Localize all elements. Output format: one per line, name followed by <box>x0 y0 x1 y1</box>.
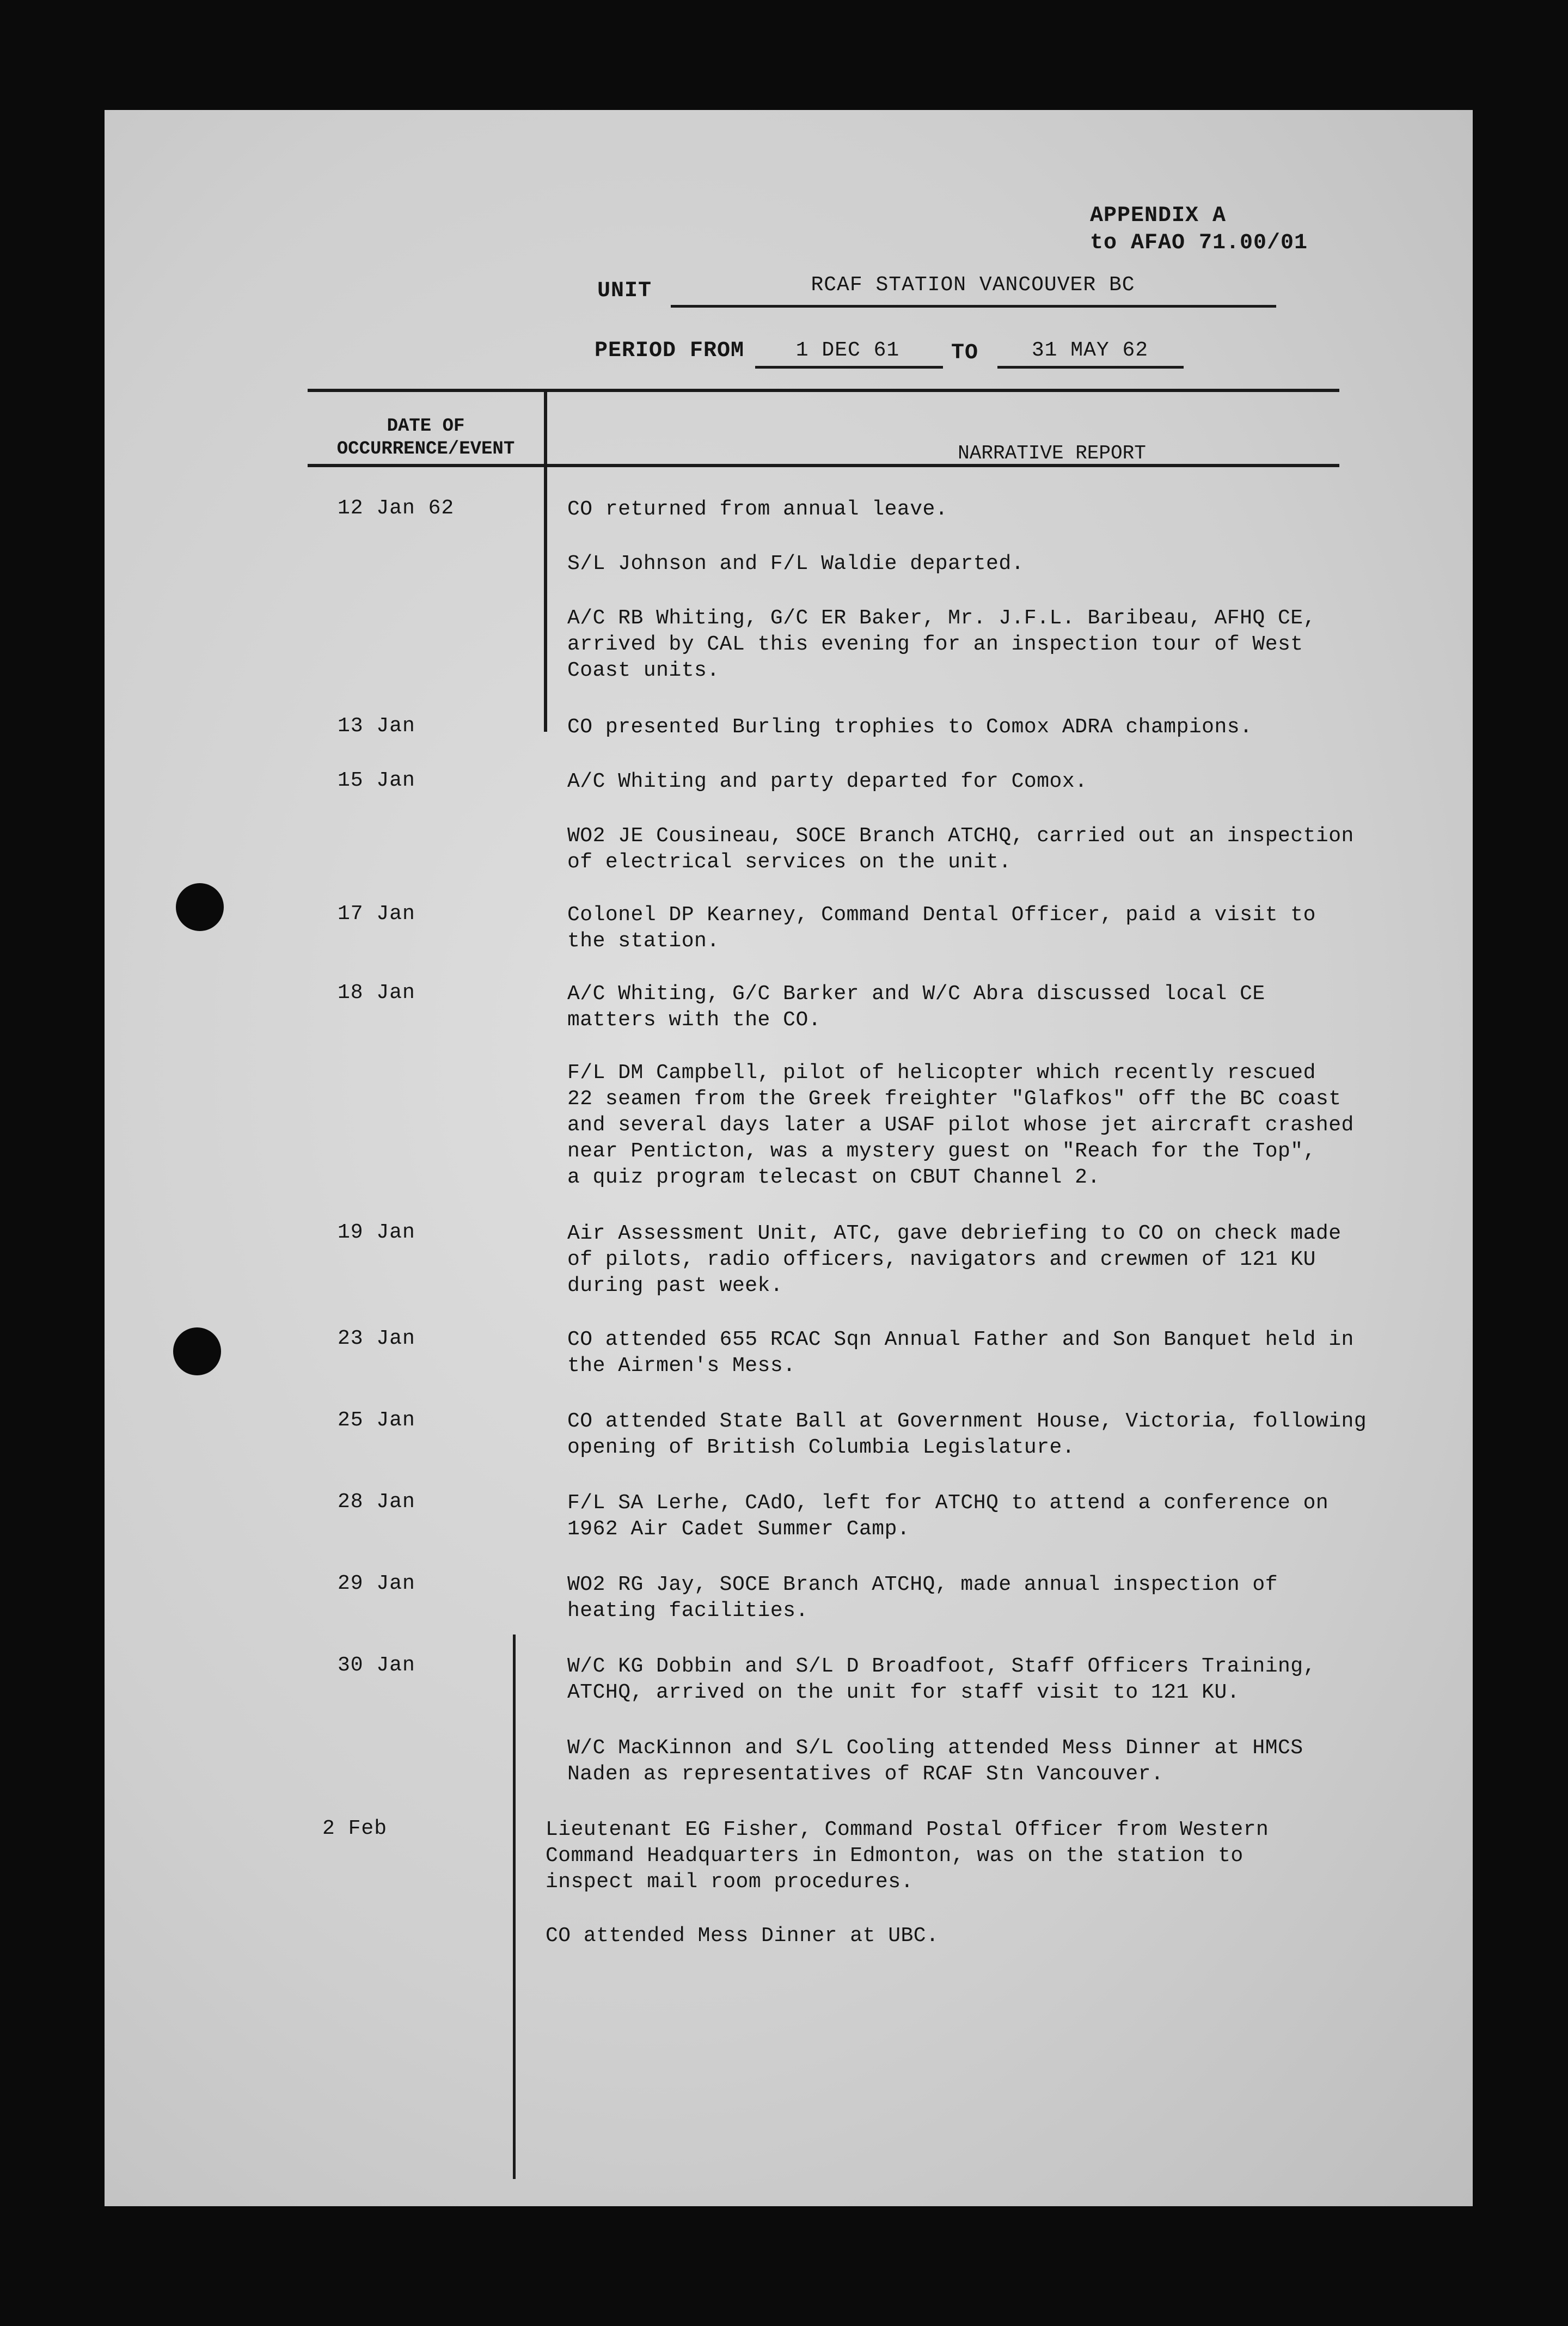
entry-text: A/C RB Whiting, G/C ER Baker, Mr. J.F.L. Baribeau, AFHQ CE, arrived by CAL this evening for an inspection tour of West Coast units. <box>567 607 1316 682</box>
table-top-rule <box>308 389 1339 392</box>
entry-date: 12 Jan 62 <box>338 497 455 520</box>
entry-date: 23 Jan <box>338 1327 415 1350</box>
date-header-line-2: OCCURRENCE/EVENT <box>336 439 515 460</box>
entry-text: F/L SA Lerhe, CAdO, left for ATCHQ to attend a conference on 1962 Air Cadet Summer Camp. <box>567 1491 1329 1541</box>
column-divider-lower <box>513 1635 516 2179</box>
entry-text: WO2 JE Cousineau, SOCE Branch ATCHQ, carried out an inspection of electrical services on the unit. <box>567 824 1354 874</box>
unit-label: UNIT <box>597 279 652 303</box>
period-to-value: 31 MAY 62 <box>1031 339 1149 362</box>
entry-date: 28 Jan <box>338 1490 415 1514</box>
date-column-header <box>311 415 540 461</box>
entry-text: CO presented Burling trophies to Comox ADRA champions. <box>567 715 1253 739</box>
punch-hole-upper <box>176 883 224 931</box>
appendix-line-1: APPENDIX A <box>1090 204 1227 228</box>
entry-text: A/C Whiting, G/C Barker and W/C Abra discussed local CE matters with the CO. <box>567 982 1265 1032</box>
entry-text: Colonel DP Kearney, Command Dental Officer, paid a visit to the station. <box>567 903 1316 953</box>
entry-date: 29 Jan <box>338 1572 415 1595</box>
period-to-underline <box>997 366 1184 369</box>
entry-text: A/C Whiting and party departed for Comox. <box>567 770 1088 793</box>
unit-underline <box>671 305 1276 308</box>
period-from-label: PERIOD FROM <box>595 339 745 363</box>
entry-date: 2 Feb <box>322 1817 388 1840</box>
entry-date: 18 Jan <box>338 981 415 1005</box>
appendix-line-2: to AFAO 71.00/01 <box>1090 231 1308 255</box>
entry-text: F/L DM Campbell, pilot of helicopter which recently rescued 22 seamen from the Greek freighter "Glafkos" off the BC coast and several days later a USAF pilot whose jet aircraft crashed near Penticton, was a mystery guest on "Reach for the Top", a quiz program telecast on CBUT Channel 2. <box>567 1061 1354 1189</box>
entry-text: S/L Johnson and F/L Waldie departed. <box>567 552 1024 576</box>
date-header-line-1: DATE OF <box>387 416 465 437</box>
entry-text: Air Assessment Unit, ATC, gave debriefing to CO on check made of pilots, radio officers, navigators and crewmen of 121 KU during past week. <box>567 1222 1342 1297</box>
column-divider-upper <box>544 389 547 732</box>
entry-text: CO attended 655 RCAC Sqn Annual Father and Son Banquet held in the Airmen's Mess. <box>567 1328 1354 1378</box>
entry-date: 30 Jan <box>338 1654 415 1677</box>
entry-date: 19 Jan <box>338 1221 415 1244</box>
appendix-reference <box>1090 203 1308 257</box>
entry-date: 15 Jan <box>338 769 415 792</box>
entry-text: CO attended State Ball at Government House, Victoria, following opening of British Columbia Legislature. <box>567 1410 1367 1459</box>
entry-text: W/C MacKinnon and S/L Cooling attended Mess Dinner at HMCS Naden as representatives of RCAF Stn Vancouver. <box>567 1736 1303 1786</box>
entry-date: 25 Jan <box>338 1409 415 1432</box>
entry-text: CO attended Mess Dinner at UBC. <box>546 1924 939 1948</box>
entry-text: CO returned from annual leave. <box>567 498 948 521</box>
entry-text: Lieutenant EG Fisher, Command Postal Officer from Western Command Headquarters in Edmonton, was on the station to inspect mail room procedures. <box>546 1818 1269 1894</box>
period-from-value: 1 DEC 61 <box>795 339 900 362</box>
period-from-underline <box>755 366 943 369</box>
entry-text: W/C KG Dobbin and S/L D Broadfoot, Staff Officers Training, ATCHQ, arrived on the unit for staff visit to 121 KU. <box>567 1655 1316 1704</box>
entry-date: 17 Jan <box>338 902 415 926</box>
period-to-label: TO <box>951 341 979 365</box>
entry-date: 13 Jan <box>338 714 415 738</box>
document-page <box>105 110 1473 2206</box>
entry-text: WO2 RG Jay, SOCE Branch ATCHQ, made annual inspection of heating facilities. <box>567 1573 1278 1623</box>
narrative-column-header: NARRATIVE REPORT <box>958 442 1146 464</box>
punch-hole-lower <box>173 1327 221 1375</box>
unit-value: RCAF STATION VANCOUVER BC <box>811 273 1135 297</box>
